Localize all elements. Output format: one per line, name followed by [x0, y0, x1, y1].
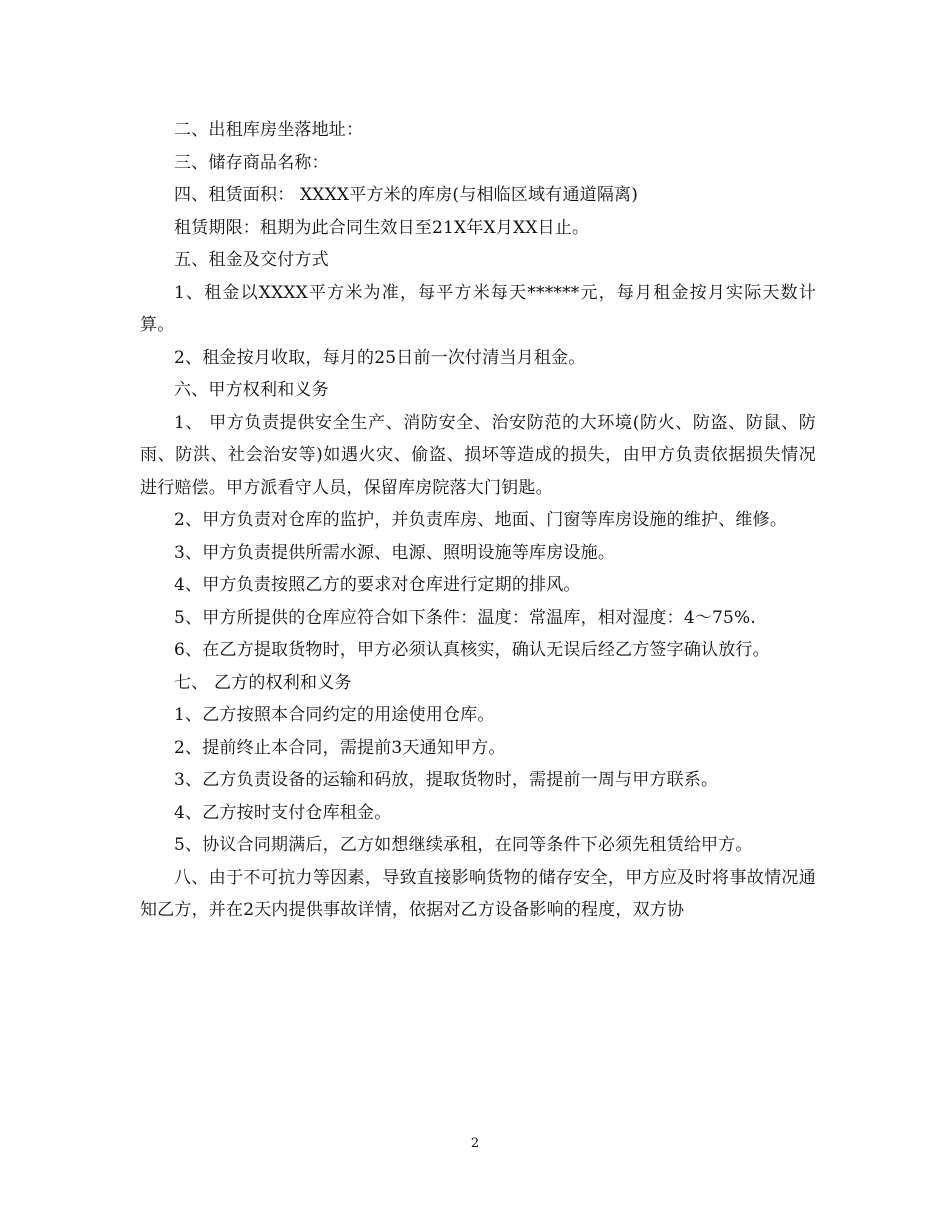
- clause-force-majeure: 八、由于不可抗力等因素，导致直接影响货物的储存安全，甲方应及时将事故情况通知乙方，并在2天内提供事故详情，依据对乙方设备影响的程度，双方协: [140, 867, 816, 920]
- rent-item-2: 2、租金按月收取，每月的25日前一次付清当月租金。: [174, 347, 586, 368]
- party-b-item-3: 3、乙方负责设备的运输和码放，提取货物时，需提前一周与甲方联系。: [174, 770, 719, 790]
- clause-warehouse-address: 二、出租库房坐落地址：: [174, 120, 364, 140]
- section-party-b-rights: 七、 乙方的权利和义务: [174, 672, 352, 693]
- party-a-item-6: 6、在乙方提取货物时，甲方必须认真核实，确认无误后经乙方签字确认放行。: [174, 640, 770, 660]
- party-a-item-4: 4、甲方负责按照乙方的要求对仓库进行定期的排风。: [174, 575, 581, 595]
- clause-lease-area: 四、租赁面积： XXXX平方米的库房(与相临区域有通道隔离): [174, 185, 639, 205]
- clause-lease-term: 租赁期限：租期为此合同生效日至21X年X月XX日止。: [174, 217, 590, 238]
- party-a-item-2: 2、甲方负责对仓库的监护，并负责库房、地面、门窗等库房设施的维护、维修。: [174, 510, 788, 530]
- party-a-item-3: 3、甲方负责提供所需水源、电源、照明设施等库房设施。: [174, 542, 616, 563]
- page-number: 2: [470, 1136, 480, 1151]
- party-a-item-1: 1、 甲方负责提供安全生产、消防安全、治安防范的大环境(防火、防盗、防鼠、防雨、防洪、社会治安等)如遇火灾、偷盗、损坏等造成的损失，由甲方负责依据损失情况进行赔偿。甲方派看守人员，保留库房院落大门钥匙。: [140, 412, 816, 498]
- party-b-item-2: 2、提前终止本合同，需提前3天通知甲方。: [174, 737, 506, 758]
- party-b-item-5: 5、协议合同期满后，乙方如想继续承租，在同等条件下必须先租赁给甲方。: [174, 835, 753, 855]
- rent-item-1: 1、租金以XXXX平方米为准，每平方米每天******元，每月租金按月实际天数计算。: [140, 282, 816, 335]
- party-a-item-5: 5、甲方所提供的仓库应符合如下条件：温度：常温库，相对湿度：4～75%.: [174, 607, 757, 628]
- section-party-a-rights: 六、甲方权利和义务: [174, 380, 329, 400]
- section-rent-payment: 五、租金及交付方式: [174, 250, 329, 270]
- party-b-item-4: 4、乙方按时支付仓库租金。: [174, 802, 392, 823]
- clause-goods-name: 三、储存商品名称：: [174, 152, 329, 173]
- party-b-item-1: 1、乙方按照本合同约定的用途使用仓库。: [174, 705, 495, 725]
- document-body: [140, 114, 816, 927]
